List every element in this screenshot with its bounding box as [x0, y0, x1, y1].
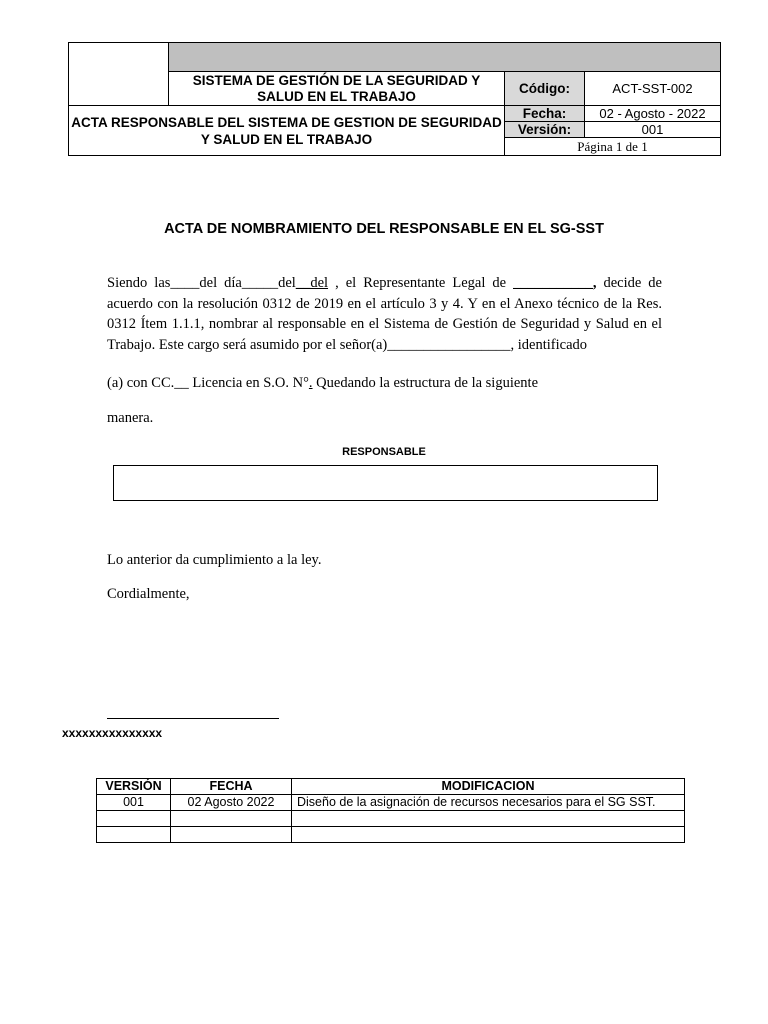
signature-name: xxxxxxxxxxxxxxx	[62, 726, 163, 740]
table-cell-fecha: 02 Agosto 2022	[171, 795, 292, 811]
cordialmente-text: Cordialmente,	[107, 586, 190, 602]
legal-representative-blank: ___________,	[513, 275, 597, 291]
closing-text: Lo anterior da cumplimiento a la ley.	[107, 552, 322, 568]
document-header	[68, 42, 721, 156]
table-row	[97, 827, 685, 843]
column-header-version: VERSIÓN	[97, 779, 171, 795]
structure-text: Quedando la estructura de la siguiente	[312, 375, 539, 391]
paragraph-del-underlined: __del	[295, 275, 329, 291]
table-cell-version: 001	[97, 795, 171, 811]
version-table	[96, 778, 685, 843]
table-cell-fecha	[171, 811, 292, 827]
logo-placeholder	[68, 42, 169, 106]
signature-line	[107, 718, 279, 719]
license-text: Licencia en S.O. N°	[188, 375, 309, 391]
body-paragraph	[107, 273, 662, 355]
table-cell-version	[97, 827, 171, 843]
table-cell-modificacion	[292, 811, 685, 827]
column-header-fecha: FECHA	[171, 779, 292, 795]
table-cell-modificacion: Diseño de la asignación de recursos necesarios para el SG SST.	[292, 795, 685, 811]
table-row	[97, 811, 685, 827]
fecha-value: 02 - Agosto - 2022	[584, 105, 721, 122]
cc-line	[107, 375, 538, 392]
manera-line: manera.	[107, 410, 154, 426]
system-title: SISTEMA DE GESTIÓN DE LA SEGURIDAD Y SALUD EN EL TRABAJO	[168, 71, 505, 106]
responsable-box[interactable]	[113, 465, 658, 501]
table-row	[97, 795, 685, 811]
responsable-label: RESPONSABLE	[342, 446, 426, 458]
fecha-label: Fecha:	[504, 105, 585, 122]
column-header-modificacion: MODIFICACION	[292, 779, 685, 795]
header-grey-bar	[168, 42, 721, 72]
document-title: ACTA DE NOMBRAMIENTO DEL RESPONSABLE EN EL SG-SST	[164, 221, 604, 237]
license-blank: .	[308, 375, 313, 391]
table-header-row	[97, 779, 685, 795]
acta-title: ACTA RESPONSABLE DEL SISTEMA DE GESTION DE SEGURIDAD Y SALUD EN EL TRABAJO	[68, 105, 505, 156]
table-cell-modificacion	[292, 827, 685, 843]
version-value: 001	[584, 121, 721, 138]
version-label: Versión:	[504, 121, 585, 138]
paragraph-text-start: Siendo las____del día_____del	[107, 275, 296, 291]
codigo-value: ACT-SST-002	[584, 71, 721, 106]
cc-text: (a) con CC.	[107, 375, 175, 391]
paragraph-text-end: decide de acuerdo con la resolución 0312 de 2019 en el artículo 3 y 4. Y en el Anexo técnico de la Res. 0312 Ítem 1.1.1, nombrar al responsable en el Sistema de Gestión de Seguridad y Salud en el Trabajo. Este cargo será asumido por el señor(a)_________________, identificado	[107, 275, 662, 353]
page-number: Página 1 de 1	[504, 137, 721, 156]
codigo-label: Código:	[504, 71, 585, 106]
cc-blank: __	[174, 375, 189, 391]
table-cell-version	[97, 811, 171, 827]
table-cell-fecha	[171, 827, 292, 843]
paragraph-text-mid: , el Representante Legal de	[328, 275, 514, 291]
